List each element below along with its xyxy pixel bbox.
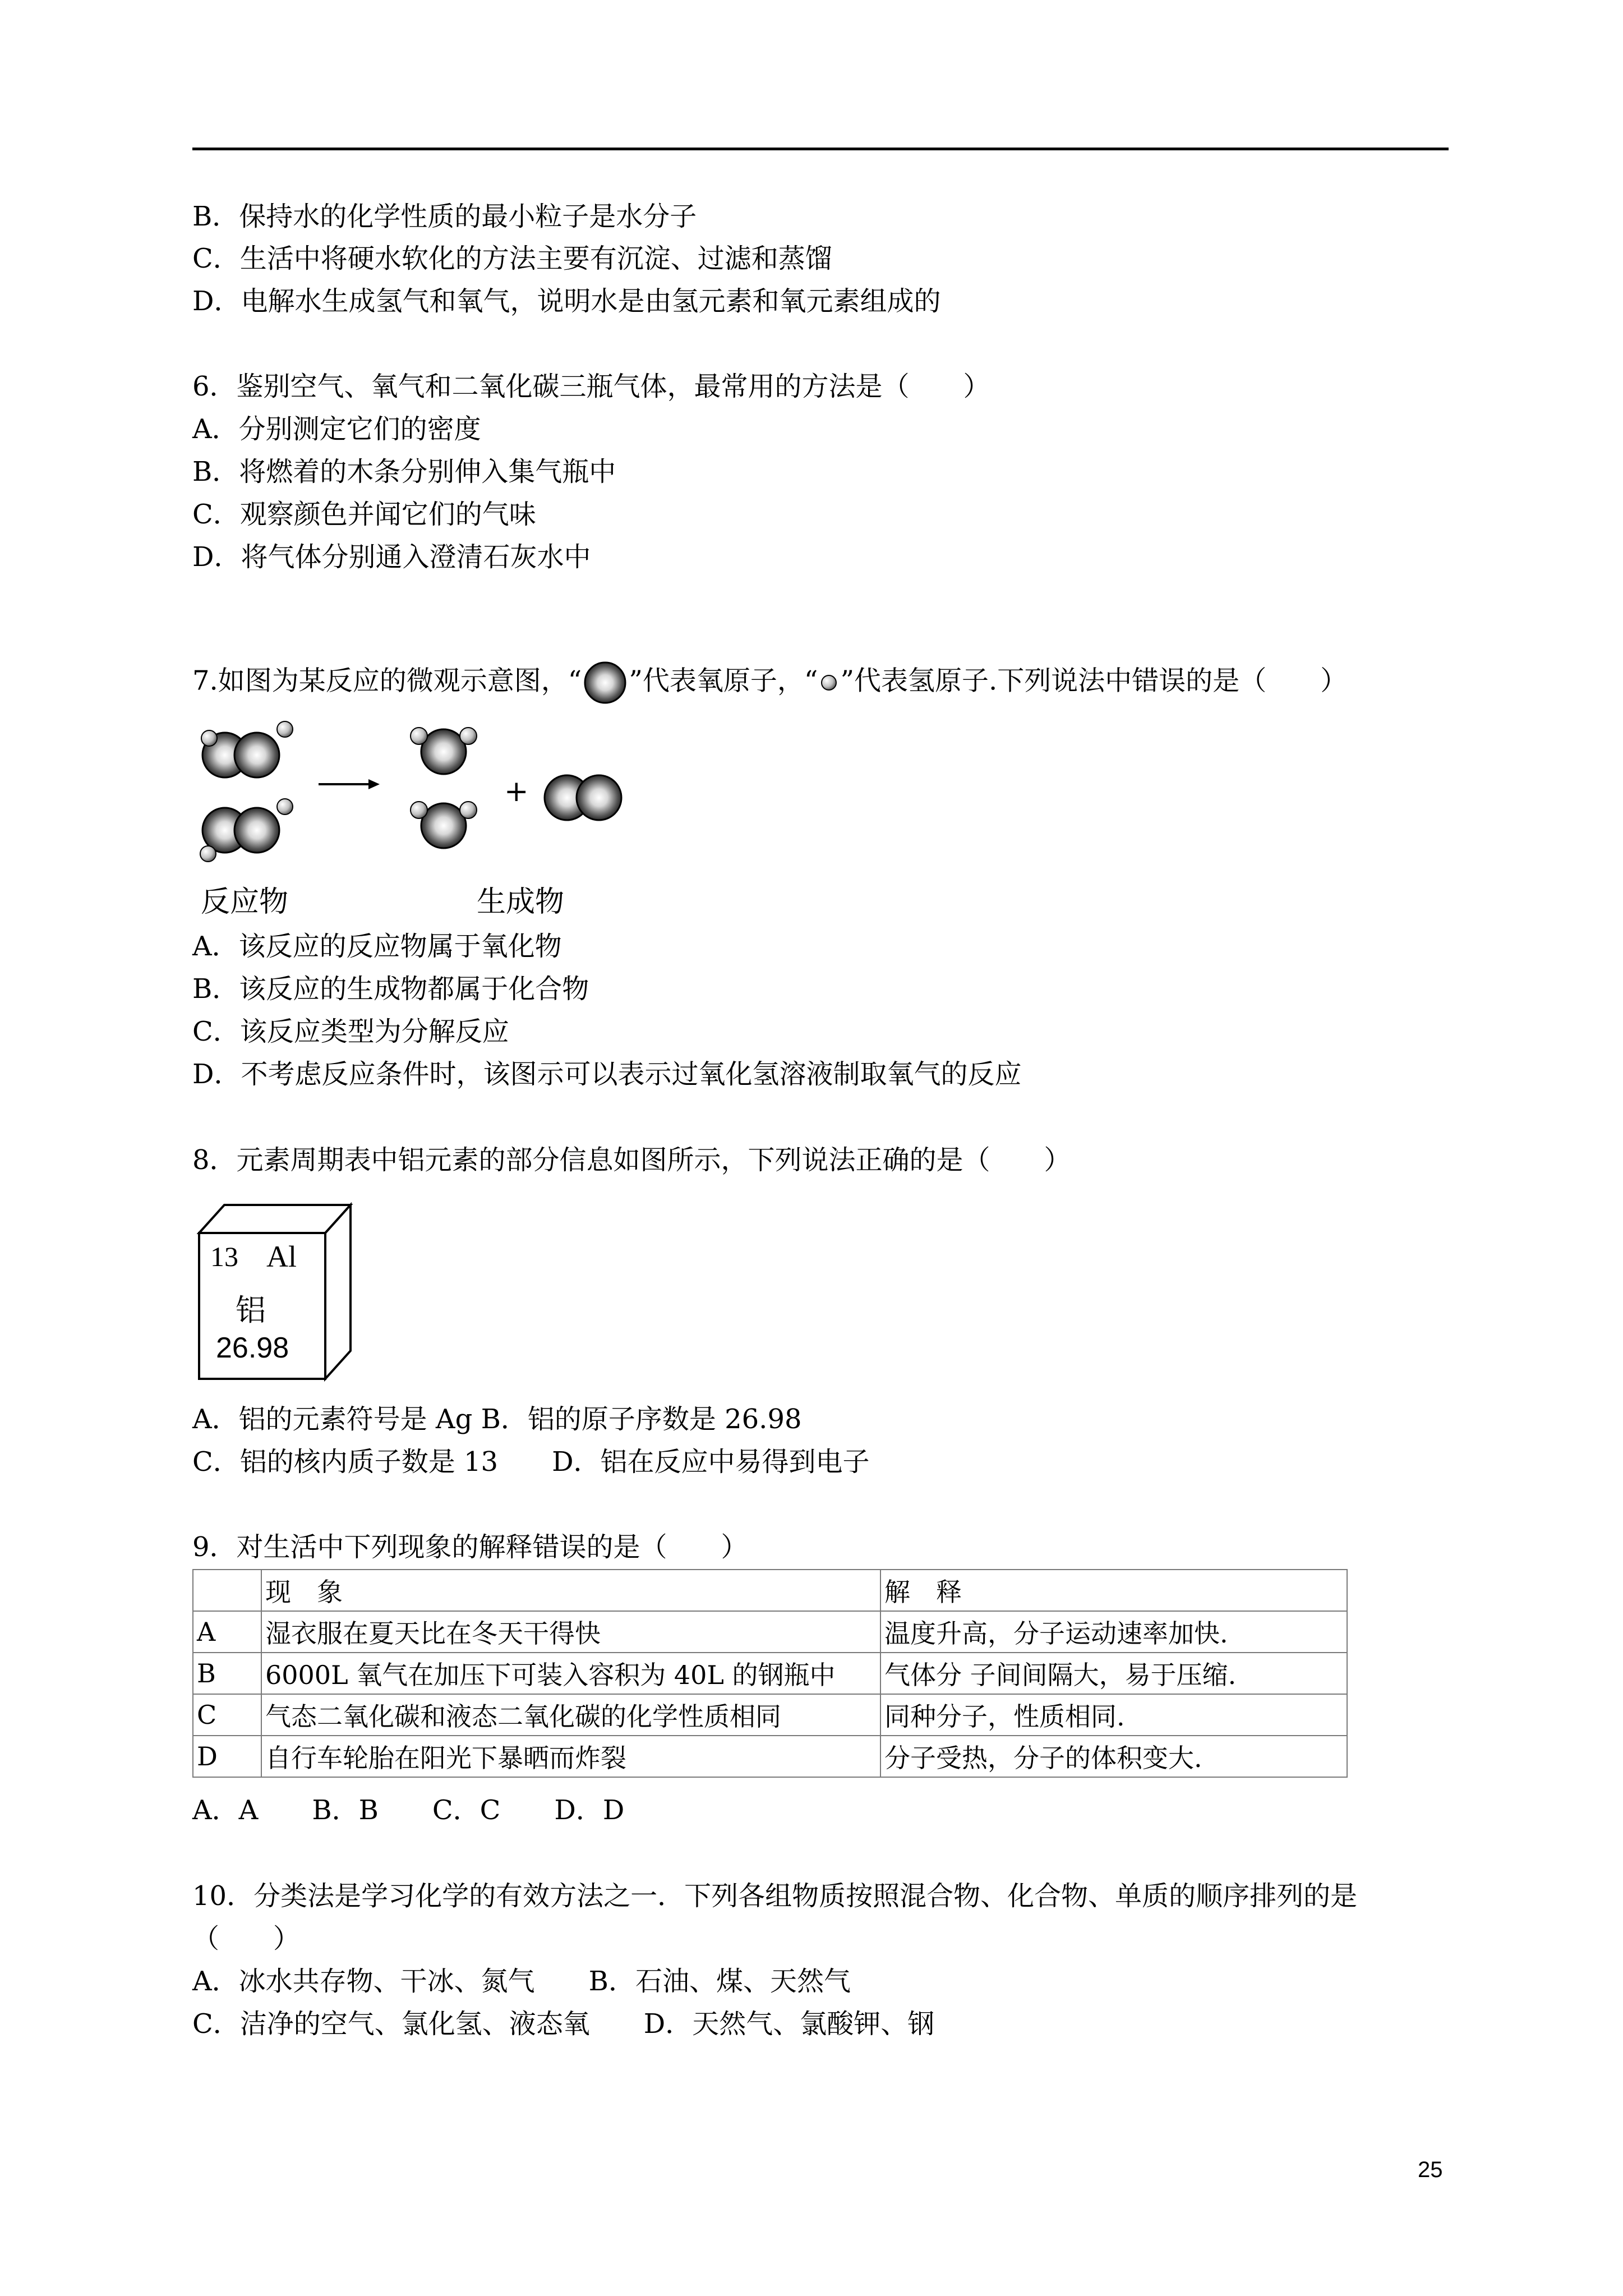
q7-stem-part2: ”代表氧原子，“: [629, 665, 818, 697]
reaction-arrow: [319, 779, 380, 789]
table-cell: D: [193, 1736, 261, 1777]
q10-stem: 10．分类法是学习化学的有效方法之一．下列各组物质按照混合物、化合物、单质的顺序排列的是: [192, 1880, 1358, 1912]
reaction-diagram: [192, 712, 641, 881]
q7-stem-part3: ”代表氢原子.下列说法中错误的是（ ）: [840, 665, 1348, 697]
water-molecule-1: [411, 728, 477, 774]
table-header-cell: [193, 1570, 261, 1611]
table-row: [193, 1611, 1347, 1653]
table-header-row: [193, 1570, 1347, 1611]
table-cell: 气体分 子间间隔大，易于压缩.: [880, 1653, 1347, 1694]
reactant-molecule-1: [201, 721, 293, 777]
element-number: 13: [210, 1241, 238, 1272]
table-cell: C: [193, 1694, 261, 1736]
table-cell: 气态二氧化碳和液态二氧化碳的化学性质相同: [261, 1694, 880, 1736]
q10-options-ab: A．冰水共存物、干冰、氮气 B．石油、煤、天然气: [192, 1966, 851, 1997]
plus-sign: +: [504, 775, 529, 808]
table-cell: 自行车轮胎在阳光下暴晒而炸裂: [261, 1736, 880, 1777]
q6-option-b: B．将燃着的木条分别伸入集气瓶中: [192, 456, 616, 487]
element-mass: 26.98: [216, 1332, 289, 1364]
q8-options-ab: A．铝的元素符号是 Ag B．铝的原子序数是 26.98: [192, 1404, 802, 1435]
reactant-label: 反应物: [201, 885, 289, 919]
water-molecule-2: [411, 802, 477, 848]
q8-options-cd: C．铝的核内质子数是 13 D．铝在反应中易得到电子: [192, 1446, 870, 1478]
q5-option-b: B．保持水的化学性质的最小粒子是水分子: [192, 201, 697, 232]
q10-options-cd: C．洁净的空气、氯化氢、液态氧 D．天然气、氯酸钾、钢: [192, 2008, 935, 2040]
q5-option-c: C．生活中将硬水软化的方法主要有沉淀、过滤和蒸馏: [192, 243, 832, 274]
table-row: [193, 1736, 1347, 1777]
table-cell: 6000L 氧气在加压下可装入容积为 40L 的钢瓶中: [261, 1653, 880, 1694]
q7-option-b: B．该反应的生成物都属于化合物: [192, 973, 589, 1005]
q9-stem: 9．对生活中下列现象的解释错误的是（ ）: [192, 1531, 748, 1563]
q5-option-d: D．电解水生成氢气和氧气，说明水是由氢元素和氧元素组成的: [192, 286, 941, 317]
table-cell: 同种分子，性质相同.: [880, 1694, 1347, 1736]
q6-option-a: A．分别测定它们的密度: [192, 413, 481, 445]
q7-stem: [192, 659, 1347, 706]
table-cell: 分子受热，分子的体积变大.: [880, 1736, 1347, 1777]
q10-stem-paren: （ ）: [192, 1923, 301, 1954]
table-row: [193, 1653, 1347, 1694]
q7-stem-part1: 7.如图为某反应的微观示意图，“: [192, 665, 582, 697]
table-cell: 湿衣服在夏天比在冬天干得快: [261, 1611, 880, 1653]
q6-option-d: D．将气体分别通入澄清石灰水中: [192, 541, 591, 573]
q9-table: [192, 1569, 1348, 1778]
q7-option-a: A．该反应的反应物属于氧化物: [192, 931, 562, 962]
product-label: 生成物: [477, 885, 565, 919]
table-row: [193, 1694, 1347, 1736]
element-tile-aluminium: [196, 1202, 353, 1382]
oxygen-atom-icon: [582, 659, 629, 706]
q6-option-c: C．观察颜色并闻它们的气味: [192, 499, 536, 530]
element-symbol: Al: [266, 1240, 297, 1273]
header-rule: [192, 148, 1449, 150]
q9-options: A．A B．B C．C D．D: [192, 1795, 625, 1826]
element-name: 铝: [236, 1292, 266, 1328]
table-cell: B: [193, 1653, 261, 1694]
page-number: 25: [1418, 2157, 1443, 2182]
oxygen-molecule: [545, 775, 621, 820]
table-cell: A: [193, 1611, 261, 1653]
table-header-cell: 解 释: [880, 1570, 1347, 1611]
hydrogen-atom-icon: [818, 671, 840, 694]
q7-option-c: C．该反应类型为分解反应: [192, 1016, 509, 1047]
table-cell: 温度升高，分子运动速率加快.: [880, 1611, 1347, 1653]
table-header-cell: 现 象: [261, 1570, 880, 1611]
q8-stem: 8．元素周期表中铝元素的部分信息如图所示，下列说法正确的是（ ）: [192, 1144, 1071, 1176]
reactant-molecule-2: [200, 799, 293, 862]
q7-option-d: D．不考虑反应条件时，该图示可以表示过氧化氢溶液制取氧气的反应: [192, 1059, 1022, 1090]
q6-stem: 6．鉴别空气、氧气和二氧化碳三瓶气体，最常用的方法是（ ）: [192, 371, 990, 402]
